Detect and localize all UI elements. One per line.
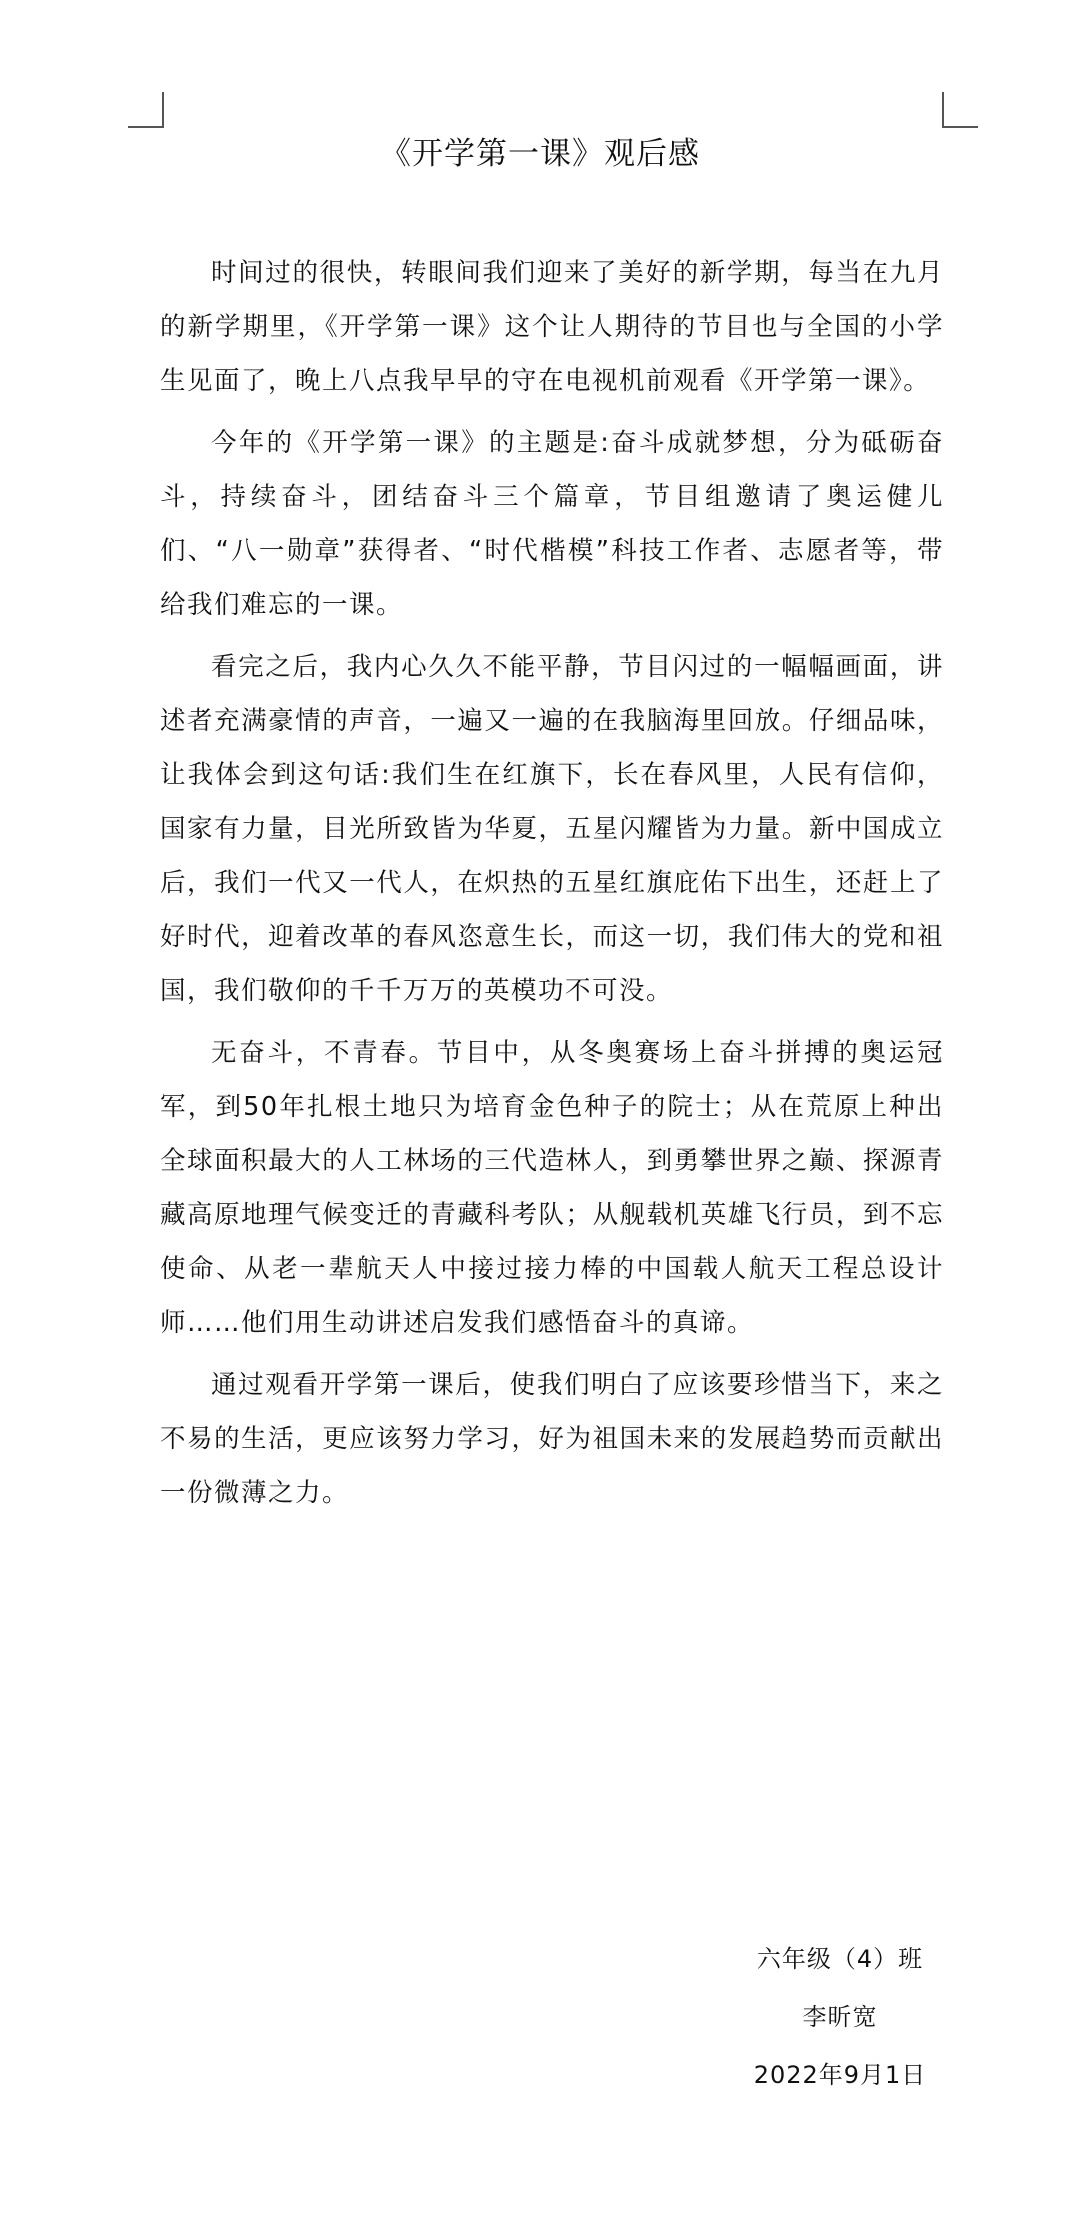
signature-block [720,1930,960,2104]
paragraph-2: 今年的《开学第一课》的主题是:奋斗成就梦想，分为砥砺奋斗，持续奋斗，团结奋斗三个篇章，节目组邀请了奥运健儿们、“八一勋章”获得者、“时代楷模”科技工作者、志愿者等，带给我们难忘的一课。 [160,428,944,620]
paragraph-1: 时间过的很快，转眼间我们迎来了美好的新学期，每当在九月的新学期里，《开学第一课》这个让人期待的节目也与全国的小学生见面了，晚上八点我早早的守在电视机前观看《开学第一课》。 [160,258,944,396]
signature-date: 2022年9月1日 [753,2061,927,2089]
paragraph-3: 看完之后，我内心久久不能平静，节目闪过的一幅幅画面，讲述者充满豪情的声音，一遍又一遍的在我脑海里回放。仔细品味，让我体会到这句话:我们生在红旗下，长在春风里，人民有信仰，国家有力量，目光所致皆为华夏，五星闪耀皆为力量。新中国成立后，我们一代又一代人，在炽热的五星红旗庇佑下出生，还赶上了好时代，迎着改革的春风恣意生长，而这一切，我们伟大的党和祖国，我们敬仰的千千万万的英模功不可没。 [160,652,944,1006]
signature-class: 六年级（4）班 [756,1945,924,1973]
paragraph-5: 通过观看开学第一课后，使我们明白了应该要珍惜当下，来之不易的生活，更应该努力学习，好为祖国未来的发展趋势而贡献出一份微薄之力。 [160,1370,944,1508]
signature-name: 李昕宽 [802,2003,878,2031]
document-title: 《开学第一课》观后感 [380,136,700,172]
document-body [160,246,944,1528]
top-left-corner-mark [128,92,164,128]
paragraph-4: 无奋斗，不青春。节目中，从冬奥赛场上奋斗拼搏的奥运冠军，到50年扎根土地只为培育金色种子的院士；从在荒原上种出全球面积最大的人工林场的三代造林人，到勇攀世界之巅、探源青藏高原地理气候变迁的青藏科考队；从舰载机英雄飞行员，到不忘使命、从老一辈航天人中接过接力棒的中国载人航天工程总设计师……他们用生动讲述启发我们感悟奋斗的真谛。 [160,1038,944,1338]
top-right-corner-mark [942,92,978,128]
